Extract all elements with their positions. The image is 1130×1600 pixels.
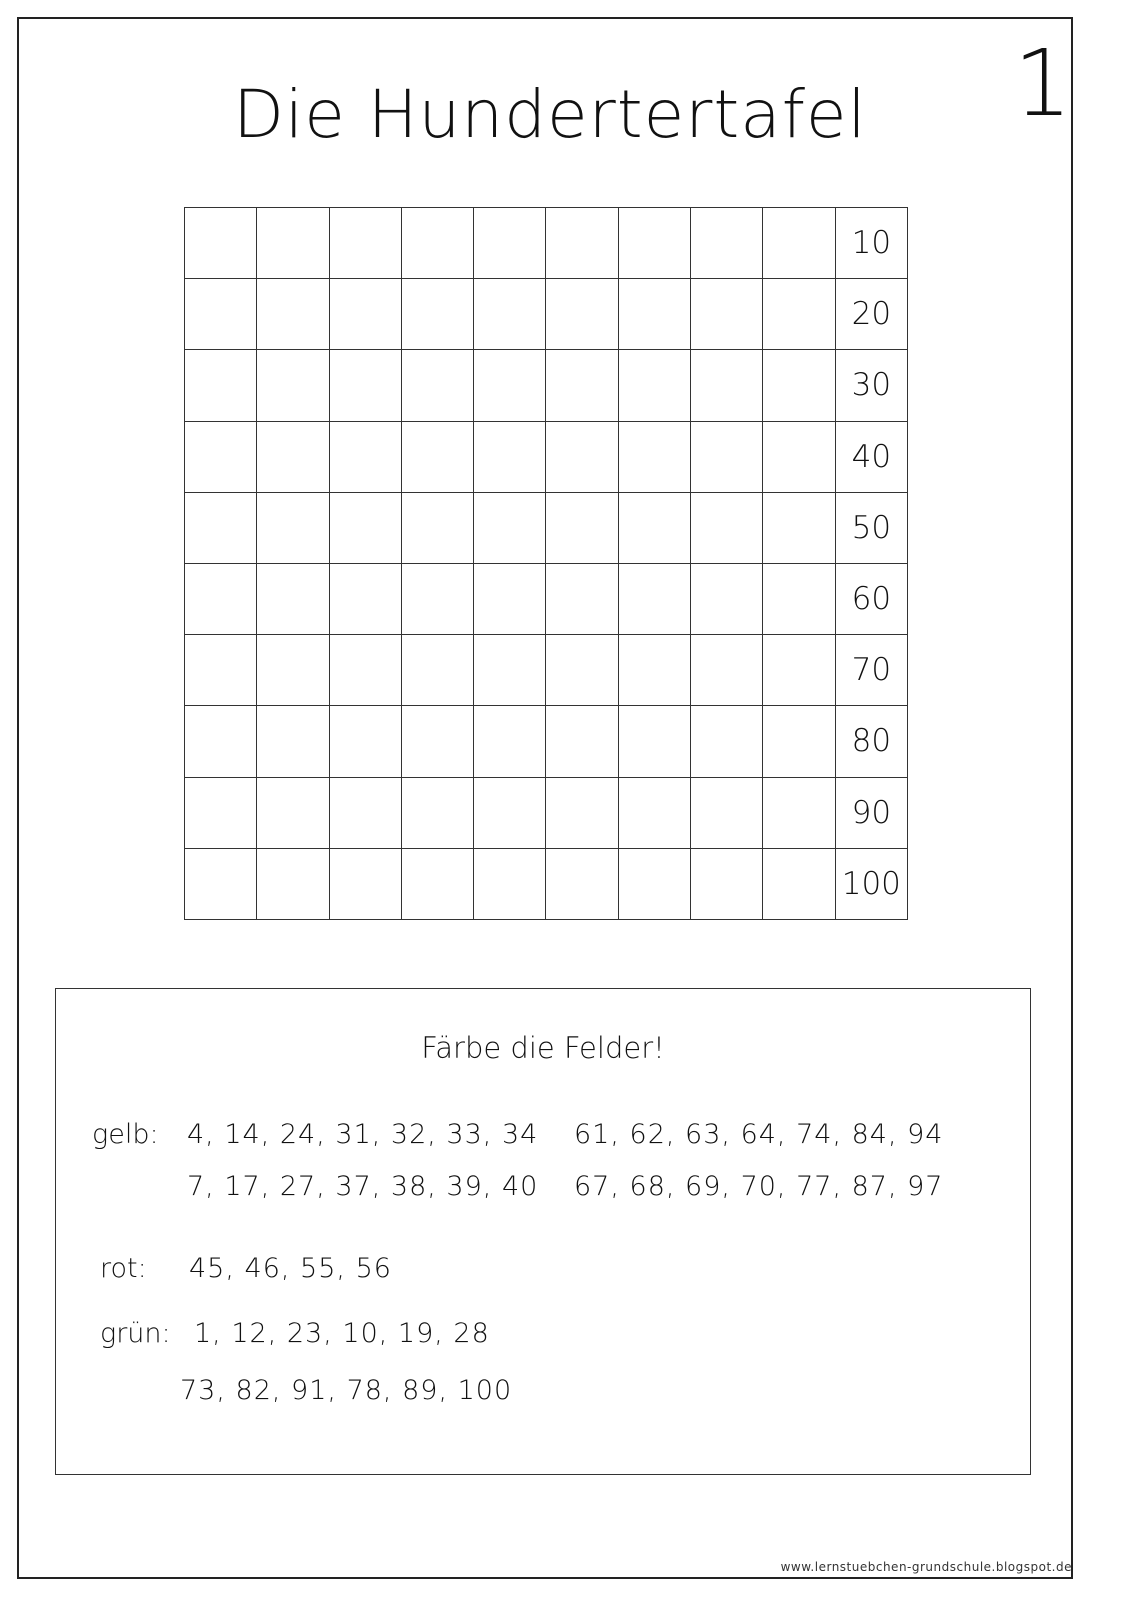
grid-cell[interactable]: [401, 421, 473, 492]
footer-url: www.lernstuebchen-grundschule.blogspot.de: [780, 1560, 1072, 1574]
grid-cell[interactable]: [618, 635, 690, 706]
grid-cell[interactable]: [401, 350, 473, 421]
grid-cell[interactable]: [185, 208, 257, 279]
grid-cell[interactable]: [185, 777, 257, 848]
page-title: Die Hundertertafel: [233, 76, 867, 153]
grid-cell[interactable]: [257, 848, 329, 919]
grid-cell[interactable]: [691, 279, 763, 350]
grid-cell[interactable]: [618, 208, 690, 279]
grid-cell[interactable]: [329, 563, 401, 634]
grid-cell[interactable]: [257, 350, 329, 421]
grid-cell[interactable]: 20: [835, 279, 907, 350]
gruen-numbers-line2: 73, 82, 91, 78, 89, 100: [180, 1375, 513, 1406]
grid-cell[interactable]: [763, 848, 835, 919]
grid-cell[interactable]: [329, 777, 401, 848]
grid-cell[interactable]: [546, 563, 618, 634]
grid-cell[interactable]: [618, 350, 690, 421]
grid-cell[interactable]: [474, 350, 546, 421]
rot-label: rot:: [100, 1253, 147, 1284]
grid-cell[interactable]: [329, 350, 401, 421]
grid-cell[interactable]: [546, 350, 618, 421]
grid-cell[interactable]: [329, 848, 401, 919]
grid-row: [185, 563, 908, 634]
grid-row: [185, 777, 908, 848]
grid-cell[interactable]: [763, 706, 835, 777]
grid-cell[interactable]: [474, 635, 546, 706]
grid-cell[interactable]: [185, 563, 257, 634]
grid-row: [185, 706, 908, 777]
grid-cell[interactable]: [618, 492, 690, 563]
grid-cell[interactable]: [691, 492, 763, 563]
grid-cell[interactable]: [474, 492, 546, 563]
gelb-numbers-line2-left: 7, 17, 27, 37, 38, 39, 40: [187, 1171, 539, 1202]
task-heading: Färbe die Felder!: [421, 1031, 665, 1065]
grid-cell[interactable]: [185, 492, 257, 563]
grid-cell[interactable]: 80: [835, 706, 907, 777]
grid-cell[interactable]: 90: [835, 777, 907, 848]
grid-cell[interactable]: [401, 492, 473, 563]
grid-cell[interactable]: [546, 777, 618, 848]
grid-cell[interactable]: [257, 706, 329, 777]
hundred-chart-grid: [184, 207, 908, 920]
grid-cell[interactable]: [474, 421, 546, 492]
grid-cell[interactable]: [474, 706, 546, 777]
grid-cell[interactable]: [185, 421, 257, 492]
grid-cell[interactable]: [401, 635, 473, 706]
grid-cell[interactable]: [474, 777, 546, 848]
grid-cell[interactable]: 30: [835, 350, 907, 421]
grid-cell[interactable]: [691, 635, 763, 706]
grid-cell[interactable]: [691, 777, 763, 848]
grid-cell[interactable]: [763, 421, 835, 492]
task-box: [55, 988, 1031, 1475]
grid-cell[interactable]: [763, 350, 835, 421]
grid-cell[interactable]: [691, 848, 763, 919]
grid-cell[interactable]: [618, 706, 690, 777]
grid-cell[interactable]: [691, 350, 763, 421]
grid-cell[interactable]: [257, 635, 329, 706]
grid-cell[interactable]: 50: [835, 492, 907, 563]
grid-cell[interactable]: [474, 208, 546, 279]
grid-cell[interactable]: [257, 279, 329, 350]
grid-cell[interactable]: [546, 492, 618, 563]
gelb-numbers-line2-right: 67, 68, 69, 70, 77, 87, 97: [574, 1171, 944, 1202]
page-number: 1: [1013, 30, 1070, 137]
grid-cell[interactable]: [763, 635, 835, 706]
grid-cell[interactable]: [546, 208, 618, 279]
grid-cell[interactable]: [546, 279, 618, 350]
grid-cell[interactable]: 40: [835, 421, 907, 492]
grid-cell[interactable]: [185, 635, 257, 706]
grid-cell[interactable]: [763, 279, 835, 350]
grid-cell[interactable]: [474, 279, 546, 350]
gelb-label: gelb:: [92, 1119, 159, 1150]
grid-cell[interactable]: [546, 421, 618, 492]
grid-cell[interactable]: [329, 492, 401, 563]
grid-cell[interactable]: [546, 635, 618, 706]
grid-cell[interactable]: [401, 279, 473, 350]
grid-row: [185, 208, 908, 279]
grid-cell[interactable]: [401, 563, 473, 634]
grid-cell[interactable]: [329, 279, 401, 350]
grid-cell[interactable]: [329, 706, 401, 777]
grid-cell[interactable]: [401, 208, 473, 279]
gelb-numbers-line1-right: 61, 62, 63, 64, 74, 84, 94: [574, 1119, 944, 1150]
grid-cell[interactable]: [618, 279, 690, 350]
grid-cell[interactable]: [691, 563, 763, 634]
grid-row: [185, 350, 908, 421]
grid-cell[interactable]: [546, 706, 618, 777]
grid-cell[interactable]: 60: [835, 563, 907, 634]
grid-cell[interactable]: 100: [835, 848, 907, 919]
rot-numbers: 45, 46, 55, 56: [189, 1253, 392, 1284]
grid-cell[interactable]: [329, 208, 401, 279]
grid-cell[interactable]: [185, 279, 257, 350]
grid-row: [185, 492, 908, 563]
gruen-numbers-line1: 1, 12, 23, 10, 19, 28: [194, 1318, 490, 1349]
grid-row: [185, 421, 908, 492]
grid-cell[interactable]: [618, 563, 690, 634]
grid-cell[interactable]: [618, 777, 690, 848]
grid-cell[interactable]: [401, 706, 473, 777]
grid-row: [185, 848, 908, 919]
grid-cell[interactable]: [257, 492, 329, 563]
grid-cell[interactable]: [185, 350, 257, 421]
grid-cell[interactable]: [329, 421, 401, 492]
grid-cell[interactable]: [329, 635, 401, 706]
gelb-numbers-line1-left: 4, 14, 24, 31, 32, 33, 34: [187, 1119, 539, 1150]
grid-cell[interactable]: [618, 848, 690, 919]
grid-cell[interactable]: [401, 777, 473, 848]
grid-cell[interactable]: [257, 421, 329, 492]
grid-cell[interactable]: [618, 421, 690, 492]
grid-cell[interactable]: [257, 208, 329, 279]
grid-cell[interactable]: [185, 848, 257, 919]
grid-cell[interactable]: [691, 208, 763, 279]
grid-cell[interactable]: [401, 848, 473, 919]
grid-cell[interactable]: [763, 492, 835, 563]
grid-cell[interactable]: [257, 563, 329, 634]
grid-cell[interactable]: [691, 706, 763, 777]
grid-cell[interactable]: 70: [835, 635, 907, 706]
grid-cell[interactable]: [185, 706, 257, 777]
grid-cell[interactable]: [691, 421, 763, 492]
grid-cell[interactable]: [474, 848, 546, 919]
grid-row: [185, 279, 908, 350]
grid-row: [185, 635, 908, 706]
grid-cell[interactable]: [763, 777, 835, 848]
grid-cell[interactable]: [474, 563, 546, 634]
grid-cell[interactable]: [546, 848, 618, 919]
gruen-label: grün:: [100, 1318, 171, 1349]
grid-cell[interactable]: 10: [835, 208, 907, 279]
grid-cell[interactable]: [763, 208, 835, 279]
grid-cell[interactable]: [257, 777, 329, 848]
grid-cell[interactable]: [763, 563, 835, 634]
